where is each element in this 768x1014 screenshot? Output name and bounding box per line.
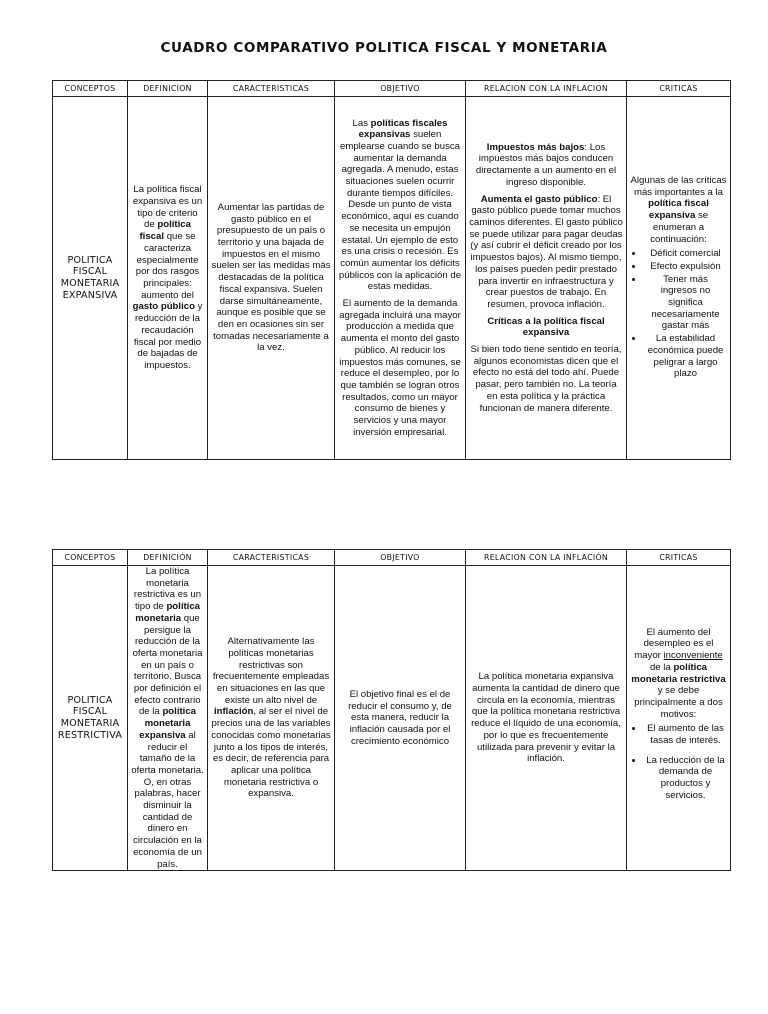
header-conceptos: CONCEPTOS xyxy=(53,550,128,566)
definicion-cell xyxy=(128,97,208,460)
definicion-text: La política fiscal expansiva es un tipo de criterio de xyxy=(132,184,203,231)
header-objetivo: OBJETIVO xyxy=(335,81,466,97)
objetivo-text: Las xyxy=(352,117,371,129)
criticas-text: se enumeran a continuación: xyxy=(650,210,709,245)
caracteristicas-bold: inflación xyxy=(213,706,254,718)
definicion-text: que persigue la reducción de la oferta monetaria en un país o territorio. Busca por definición el efecto contrario de la xyxy=(132,612,203,718)
criticas-text: El aumento del desempleo es el mayor xyxy=(634,626,714,662)
header-caracteristicas: CARACTERISTICAS xyxy=(208,81,335,97)
concept-line: RESTRICTIVA xyxy=(57,729,123,741)
relacion-bold: Críticas a la política fiscal expansiva xyxy=(487,315,605,339)
criticas-cell xyxy=(627,97,731,460)
criticas-cell xyxy=(627,566,731,871)
definicion-bold: política monetaria expansiva xyxy=(139,706,197,741)
criticas-bold: política fiscal expansiva xyxy=(648,198,709,222)
objetivo-bold: políticas fiscales expansivas xyxy=(358,117,448,141)
header-criticas: CRITICAS xyxy=(627,81,731,97)
definicion-text: al reducir el tamaño de la oferta monetaria. O, en otras palabras, hacer disminuir la cantidad de dinero en circulación en la economía de un país. xyxy=(131,729,204,870)
criticas-bold: política monetaria restrictiva xyxy=(631,661,726,685)
objetivo-paragraph: El aumento de la demanda agregada incluirá una mayor producción a medida que aumenta el monto del gasto público. Al reducir los impuestos más comunes, se reduce el desempleo, por lo que también se logran otros resultados, como un mayor consumo de bienes y servicios y una mayor inversión empresarial. xyxy=(339,298,461,438)
definicion-text: que se caracteriza especialmente por dos rasgos principales: aumento del xyxy=(135,231,200,301)
list-item: • Tener más ingresos no significa necesariamente gastar más xyxy=(644,274,727,333)
concept-line: FISCAL xyxy=(72,266,108,278)
definicion-text: La política monetaria restrictiva es un tipo de xyxy=(133,566,202,613)
concept-cell xyxy=(53,566,128,871)
header-definicion: DEFINICIÓN xyxy=(128,550,208,566)
list-item: • Efecto expulsión xyxy=(644,261,727,273)
caracteristicas-cell xyxy=(208,97,335,460)
objetivo-paragraph xyxy=(338,118,462,294)
relacion-bold: Aumenta el gasto público xyxy=(480,193,598,205)
header-caracteristicas: CARACTERISTICAS xyxy=(208,550,335,566)
caracteristicas-text: , al ser el nivel de precios una de las variables conocidas como monetarias junto a los tipos de interés, es decir, de referencia para aplicar una política monetaria restrictiva o expansiva. xyxy=(211,706,331,800)
caracteristicas-cell xyxy=(208,566,335,871)
criticas-text: de la xyxy=(649,661,674,673)
relacion-cell xyxy=(466,566,627,871)
relacion-bold: Impuestos más bajos xyxy=(486,141,585,153)
list-item: • Déficit comercial xyxy=(644,248,727,260)
definicion-bold: política fiscal xyxy=(139,219,191,243)
header-relacion-inflacion: RELACION CON LA INFLACIÓN xyxy=(466,550,627,566)
definicion-bold: política monetaria xyxy=(135,601,201,624)
concept-line: POLITICA xyxy=(67,254,113,266)
comparison-table-monetaria-restrictiva xyxy=(52,549,731,871)
relacion-paragraph xyxy=(469,194,623,311)
objetivo-cell xyxy=(335,566,466,871)
table-header-row xyxy=(53,550,731,566)
definicion-text: y reducción de la recaudación fiscal por medio de bajadas de impuestos. xyxy=(133,301,203,371)
header-criticas: CRITICAS xyxy=(627,550,731,566)
concept-cell xyxy=(53,97,128,460)
list-item: • La estabilidad económica puede peligrar a largo plazo xyxy=(644,333,727,380)
relacion-text: La política monetaria expansiva aumenta la cantidad de dinero que circula en la economía, mientras que la política monetaria restrictiva reduce el líquido de una economía, por lo que es frecuentemente utilizada para prevenir y evitar la inflación. xyxy=(471,671,621,765)
relacion-cell xyxy=(466,97,627,460)
caracteristicas-text: Aumentar las partidas de gasto público en el presupuesto de un país o territorio y una bajada de impuestos en el mismo suelen ser las medidas más destacadas de la política fiscal expansiva. Suelen darse simultáneamente, aunque es posible que se den en ocasiones sin ser tomadas necesariamente a la vez. xyxy=(211,201,331,354)
concept-line: EXPANSIVA xyxy=(62,289,118,301)
criticas-text: y se debe principalmente a dos motivos: xyxy=(634,685,723,720)
criticas-underlined: inconveniente xyxy=(663,650,723,662)
criticas-text: Algunas de las críticas más importantes a la xyxy=(630,175,727,198)
objetivo-cell xyxy=(335,97,466,460)
list-item: • La reducción de la demanda de productos y servicios. xyxy=(644,755,727,802)
header-definicion: DEFINICION xyxy=(128,81,208,97)
criticas-list xyxy=(630,723,727,801)
definicion-cell xyxy=(128,566,208,871)
criticas-list xyxy=(630,248,727,380)
concept-line: MONETARIA xyxy=(60,718,120,730)
table-header-row xyxy=(53,81,731,97)
objetivo-text: El objetivo final es el de reducir el consumo y, de esta manera, reducir la inflación causada por el crecimiento económico xyxy=(348,688,452,747)
concept-line: POLITICA xyxy=(67,694,113,706)
table-row xyxy=(53,566,731,871)
relacion-paragraph xyxy=(469,142,623,189)
header-relacion-inflacion: RELACION CON LA INFLACION xyxy=(466,81,627,97)
table-row xyxy=(53,97,731,460)
objetivo-text: suelen emplearse cuando se busca aumentar la demanda agregada. A menudo, estas situaciones suelen ocurrir durante tiempos difíciles. Desde un punto de vista económico, aquí es cuando se necesita un empujón estatal. Un ejemplo de esto es una crisis o recesión. Es común aumentar los déficits públicos con la aplicación de estas medidas. xyxy=(338,129,462,293)
concept-line: FISCAL xyxy=(72,706,108,718)
definicion-bold: gasto público xyxy=(132,301,195,313)
header-objetivo: OBJETIVO xyxy=(335,550,466,566)
relacion-text: : Los impuestos más bajos conducen directamente a un aumento en el ingreso disponible. xyxy=(475,141,617,188)
list-item: • El aumento de las tasas de interés. xyxy=(644,723,727,746)
comparison-table-fiscal-expansiva xyxy=(52,80,731,460)
relacion-paragraph: Si bien todo tiene sentido en teoría, algunos economistas dicen que el efecto no está del todo ahí. Puede pasar, pero también no. La teoría en esta política y la práctica funcionan de manera diferente. xyxy=(470,344,622,414)
header-conceptos: CONCEPTOS xyxy=(53,81,128,97)
concept-line: MONETARIA xyxy=(60,278,120,289)
caracteristicas-text: Alternativamente las políticas monetarias restrictivas son frecuentemente empleadas en situaciones en las que existe un alto nivel de xyxy=(212,636,330,706)
page-title: CUADRO COMPARATIVO POLITICA FISCAL Y MONETARIA xyxy=(160,40,608,56)
relacion-subheading xyxy=(469,316,623,339)
relacion-text: : El gasto público puede tomar muchos caminos diferentes. El gasto público se puede utilizar para pagar deudas (y así cubrir el déficit creado por los impuestos bajos). Al mismo tiempo, los países pueden pedir prestado para invertir en infraestructura y crear puestos de trabajo. En resumen, provoca inflación. xyxy=(469,193,623,310)
